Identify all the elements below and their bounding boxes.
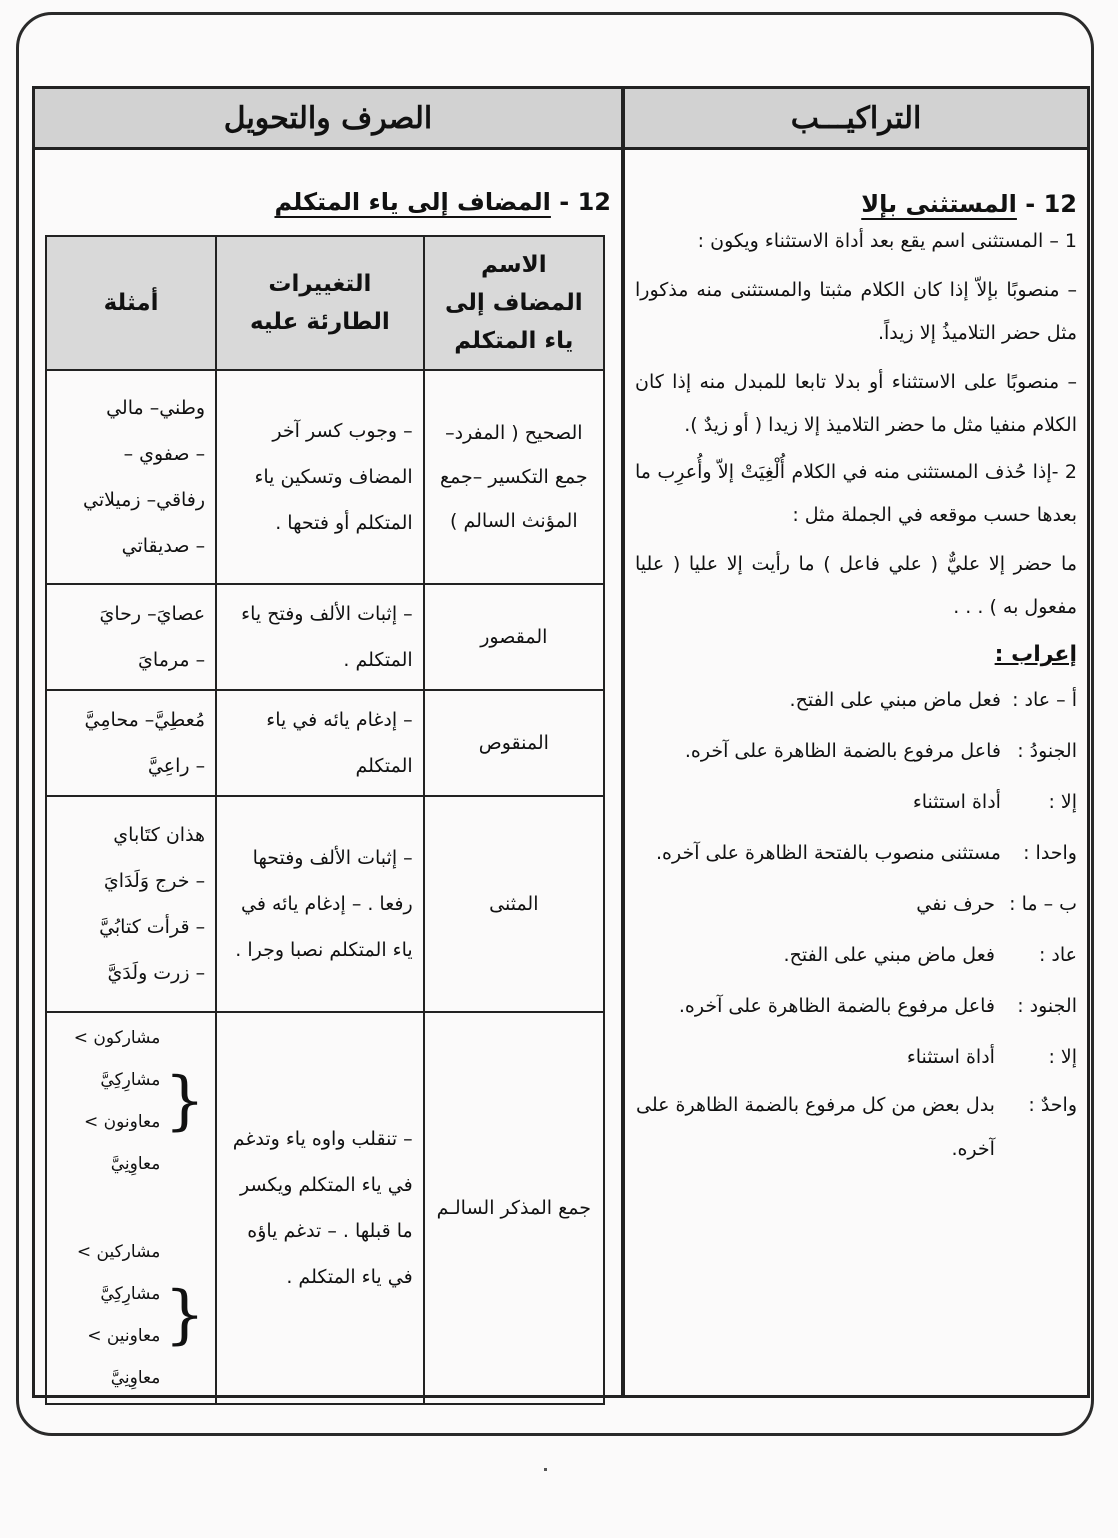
header-examples: أمثلة	[46, 236, 216, 370]
irab-line: واحدٌ : بدل بعض من كل مرفوع بالضمة الظاهرة على آخره.	[636, 1094, 1077, 1160]
rule-1a: – منصوبًا بإلاّ إذا كان الكلام مثبتا والمستثنى منه مذكورا مثل حضر التلاميذُ إلا زيداً.	[635, 279, 1077, 344]
table-row: جمع المذكر السالـم – تنقلب واوه ياء وتدغم في ياء المتكلم ويكسر ما قبلها . – تدغم ياؤه في ياء المتكلم . { مشاركون > مشارِكِيَّ معاونون > معاوِنِيَّ { مشاركين > مشارِكِيَّ معاونين > معاوِنِيَّ	[46, 1012, 604, 1404]
section-title-text: المضاف إلى ياء المتكلم	[274, 188, 551, 216]
morphology-section-title	[45, 188, 611, 216]
possessive-table	[45, 235, 605, 1405]
section-number: 12 -	[1025, 190, 1077, 218]
section-number: 12 -	[559, 188, 611, 216]
rule-2: 2 -إذا حُذف المستثنى منه في الكلام أُلْغِيَتْ إلاّ وأُعرِب ما بعدها حسب موقعه في الجملة مثل :	[635, 461, 1077, 526]
irab-line: إلا : أداة استثناء	[912, 791, 1077, 813]
irab-b	[635, 879, 1077, 1171]
irab-a	[635, 675, 1077, 879]
irab-line: واحدا : مستثنى منصوب بالفتحة الظاهرة على آخره.	[655, 842, 1077, 864]
table-row: المقصور – إثبات الألف وفتح ياء المتكلم . عصايَ– رحايَ – مرمايَ	[46, 584, 604, 690]
irab-line: ب – ما : حرف نفي	[916, 893, 1077, 915]
page-mark	[544, 1468, 547, 1471]
table-row: المنقوص – إدغام يائه في ياء المتكلم مُعطِيَّ– محامِيَّ – راعِيَّ	[46, 690, 604, 796]
morphology-header: الصرف والتحويل	[35, 89, 621, 150]
table-row: المثنى – إثبات الألف وفتحها رفعا . – إدغام يائه في ياء المتكلم نصبا وجرا . هذان كتَاباي – خرج وَلَدَايَ – قرأت كتابُيَّ – زرت ولَدَيَّ	[46, 796, 604, 1012]
irab-line: إلا : أداة استثناء	[906, 1046, 1077, 1068]
syntax-header: التراكيـــب	[625, 89, 1087, 150]
table-header-row	[46, 236, 604, 370]
irab-line: عاد : فعل ماض مبني على الفتح.	[783, 944, 1077, 966]
irab-line: أ – عاد : فعل ماض مبني على الفتح.	[789, 689, 1077, 711]
irab-line: الجنودُ : فاعل مرفوع بالضمة الظاهرة على آخره.	[684, 740, 1077, 762]
rule-1b: – منصوبًا على الاستثناء أو بدلا تابعا للمبدل منه إذا كان الكلام منفيا مثل ما حضر التلاميذ إلا زيدا ( أو زيدٌ ).	[635, 371, 1077, 436]
header-noun-type: الاسم المضاف إلى ياء المتكلم	[424, 236, 604, 370]
syntax-column	[622, 86, 1090, 1398]
header-changes: التغييرات الطارئة عليه	[216, 236, 424, 370]
irab-line: الجنود : فاعل مرفوع بالضمة الظاهرة على آخره.	[678, 995, 1077, 1017]
irab-title: إعراب :	[994, 642, 1077, 667]
example-group: { مشاركين > مشارِكِيَّ معاونين > معاوِنِيَّ	[76, 1242, 206, 1388]
table-row: الصحيح ( المفرد–جمع التكسير –جمع المؤنث السالم ) – وجوب كسر آخر المضاف وتسكين ياء المتكلم أو فتحها . وطني– مالي – صفوي – رفاقي– زميلاتي – صديقاتي	[46, 370, 604, 584]
example-group: { مشاركون > مشارِكِيَّ معاونون > معاوِنِيَّ	[73, 1028, 206, 1174]
worksheet	[32, 86, 1090, 1398]
rule-2-example: ما حضر إلا عليٌّ ( علي فاعل ) ما رأيت إلا عليا ( عليا مفعول به ) . . .	[635, 553, 1077, 618]
rule-1: 1 – المستثنى اسم يقع بعد أداة الاستثناء ويكون :	[697, 230, 1077, 252]
morphology-column	[32, 86, 624, 1398]
syntax-section-title	[635, 190, 1077, 218]
section-title-text: المستثنى بإلا	[861, 190, 1017, 218]
